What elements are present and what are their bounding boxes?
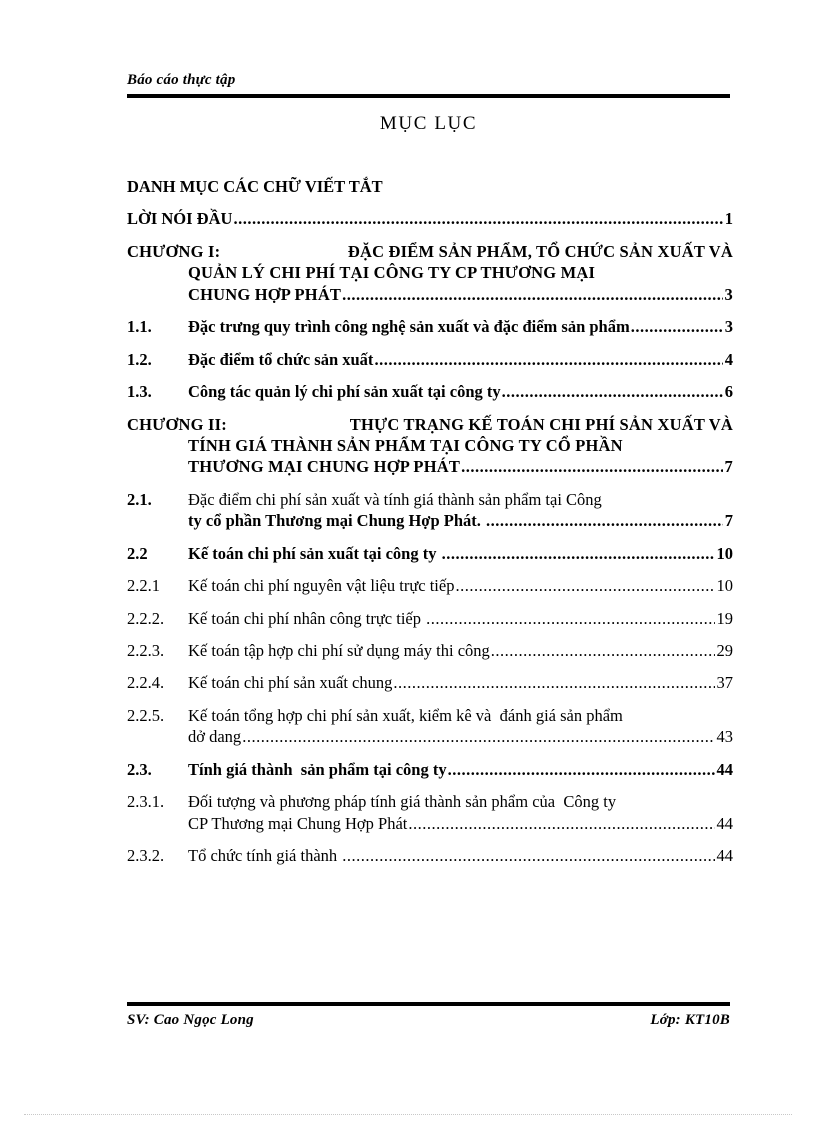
toc-entry-text: Kế toán chi phí sản xuất chung bbox=[188, 673, 393, 693]
toc-entry-number: 2.3.2. bbox=[127, 846, 165, 866]
toc-entry-number: 2.2.3. bbox=[127, 641, 165, 660]
chapter-title-line1: ĐẶC ĐIỂM SẢN PHẨM, TỔ CHỨC SẢN XUẤT VÀ bbox=[347, 241, 733, 261]
chapter-label: CHƯƠNG I: bbox=[127, 241, 221, 261]
toc-page-number: 44 bbox=[716, 846, 733, 866]
toc-entry-text: Tính giá thành sản phẩm tại công ty bbox=[188, 759, 447, 779]
toc-entry-text: DANH MỤC CÁC CHỮ VIẾT TẮT bbox=[127, 177, 383, 196]
toc-entry-text-cont: ty cổ phần Thương mại Chung Hợp Phát. bbox=[188, 511, 485, 531]
toc-entry-text: Kế toán chi phí nhân công trực tiếp bbox=[188, 608, 426, 628]
toc-entry-text: Đặc điểm tổ chức sản xuất bbox=[188, 349, 374, 369]
toc-entry-text: Kế toán tập hợp chi phí sử dụng máy thi công bbox=[188, 641, 490, 660]
toc-entry[interactable] bbox=[127, 608, 733, 629]
table-of-contents bbox=[127, 176, 733, 878]
toc-page-number: 3 bbox=[724, 284, 733, 304]
dot-leader bbox=[448, 759, 715, 780]
toc-entry-number: 2.2 bbox=[127, 543, 148, 563]
toc-entry-number: 2.2.5. bbox=[127, 705, 165, 725]
toc-page-number: 44 bbox=[716, 759, 733, 779]
toc-entry[interactable] bbox=[127, 316, 733, 337]
chapter-title-line2: TÍNH GIÁ THÀNH SẢN PHẨM TẠI CÔNG TY CỔ PHẦN bbox=[188, 435, 623, 455]
dot-leader bbox=[233, 208, 722, 229]
toc-entry-text-cont: CP Thương mại Chung Hợp Phát bbox=[188, 813, 408, 833]
toc-entry-text: LỜI NÓI ĐẦU bbox=[127, 209, 233, 229]
toc-page-number: 10 bbox=[716, 576, 733, 596]
toc-entry-number: 1.2. bbox=[127, 349, 152, 369]
toc-page-number: 7 bbox=[724, 511, 733, 531]
toc-entry-number: 2.2.2. bbox=[127, 608, 165, 628]
toc-entry[interactable] bbox=[127, 791, 733, 834]
page-title: MỤC LỤC bbox=[379, 113, 478, 134]
page-edge-line bbox=[24, 1114, 792, 1115]
dot-leader bbox=[442, 543, 715, 564]
header-title: Báo cáo thực tập bbox=[127, 72, 236, 88]
toc-entry[interactable] bbox=[127, 381, 733, 402]
toc-entry-text: Đặc trưng quy trình công nghệ sản xuất và đặc điểm sản phẩm bbox=[188, 317, 630, 337]
page-footer bbox=[127, 1002, 730, 1029]
toc-page-number: 1 bbox=[724, 209, 733, 229]
toc-entry[interactable] bbox=[127, 845, 733, 866]
toc-entry-number: 2.1. bbox=[127, 489, 152, 509]
toc-entry[interactable] bbox=[127, 575, 733, 596]
chapter-title-line3: CHUNG HỢP PHÁT bbox=[188, 284, 342, 304]
chapter-title-line1: THỰC TRẠNG KẾ TOÁN CHI PHÍ SẢN XUẤT VÀ bbox=[349, 414, 733, 434]
toc-entry-number: 1.1. bbox=[127, 317, 152, 337]
toc-entry[interactable] bbox=[127, 543, 733, 564]
toc-entry-number: 2.3. bbox=[127, 759, 152, 779]
toc-entry-number: 2.2.1 bbox=[127, 576, 160, 596]
toc-entry-text: Kế toán chi phí nguyên vật liệu trực tiếp bbox=[188, 576, 455, 596]
toc-page-number: 6 bbox=[724, 382, 733, 402]
header-divider bbox=[127, 94, 730, 98]
dot-leader bbox=[374, 349, 722, 370]
toc-entry-text: Kế toán chi phí sản xuất tại công ty bbox=[188, 543, 441, 563]
chapter-label: CHƯƠNG II: bbox=[127, 414, 227, 434]
toc-entry[interactable] bbox=[127, 759, 733, 780]
toc-entry[interactable] bbox=[127, 705, 733, 748]
toc-entry-number: 2.3.1. bbox=[127, 792, 165, 812]
toc-entry-number: 1.3. bbox=[127, 382, 152, 402]
page-header bbox=[127, 72, 730, 98]
toc-entry-chapter[interactable] bbox=[127, 414, 733, 478]
toc-page-number: 4 bbox=[724, 349, 733, 369]
toc-entry[interactable] bbox=[127, 208, 733, 229]
dot-leader bbox=[342, 284, 722, 305]
toc-page-number: 44 bbox=[716, 813, 733, 833]
footer-divider bbox=[127, 1002, 730, 1006]
toc-page-number: 10 bbox=[716, 543, 733, 563]
toc-entry-number: 2.2.4. bbox=[127, 673, 165, 693]
dot-leader bbox=[461, 456, 722, 477]
toc-page-number: 3 bbox=[724, 317, 733, 337]
footer-student-name: SV: Cao Ngọc Long bbox=[127, 1012, 254, 1028]
toc-entry-chapter[interactable] bbox=[127, 241, 733, 305]
chapter-title-line2: QUẢN LÝ CHI PHÍ TẠI CÔNG TY CP THƯƠNG MẠI bbox=[188, 263, 596, 283]
toc-entry-text: Đặc điểm chi phí sản xuất và tính giá thành sản phẩm tại Công bbox=[188, 489, 602, 509]
dot-leader bbox=[242, 726, 714, 747]
toc-page-number: 37 bbox=[716, 673, 733, 693]
toc-entry-text: Công tác quản lý chi phí sản xuất tại công ty bbox=[188, 382, 501, 402]
toc-entry-text: Đối tượng và phương pháp tính giá thành sản phẩm của Công ty bbox=[188, 792, 617, 812]
dot-leader bbox=[491, 640, 715, 661]
dot-leader bbox=[408, 813, 714, 834]
chapter-title-line3: THƯƠNG MẠI CHUNG HỢP PHÁT bbox=[188, 457, 461, 477]
toc-page-number: 7 bbox=[724, 457, 733, 477]
toc-entry-text-cont: dở dang bbox=[188, 727, 242, 747]
toc-entry-text: Tổ chức tính giá thành bbox=[188, 846, 342, 866]
dot-leader bbox=[486, 510, 723, 531]
toc-page-number: 19 bbox=[716, 608, 733, 628]
toc-entry[interactable] bbox=[127, 672, 733, 693]
toc-entry[interactable] bbox=[127, 176, 733, 197]
dot-leader bbox=[631, 316, 723, 337]
dot-leader bbox=[393, 672, 714, 693]
toc-entry-text: Kế toán tổng hợp chi phí sản xuất, kiểm kê và đánh giá sản phẩm bbox=[188, 705, 623, 725]
dot-leader bbox=[426, 608, 714, 629]
toc-entry[interactable] bbox=[127, 640, 733, 661]
dot-leader bbox=[342, 845, 714, 866]
dot-leader bbox=[502, 381, 723, 402]
toc-entry[interactable] bbox=[127, 489, 733, 532]
toc-page-number: 29 bbox=[716, 641, 733, 660]
toc-page-number: 43 bbox=[716, 727, 733, 747]
toc-entry[interactable] bbox=[127, 349, 733, 370]
footer-class: Lớp: KT10B bbox=[650, 1012, 730, 1028]
dot-leader bbox=[455, 575, 714, 596]
